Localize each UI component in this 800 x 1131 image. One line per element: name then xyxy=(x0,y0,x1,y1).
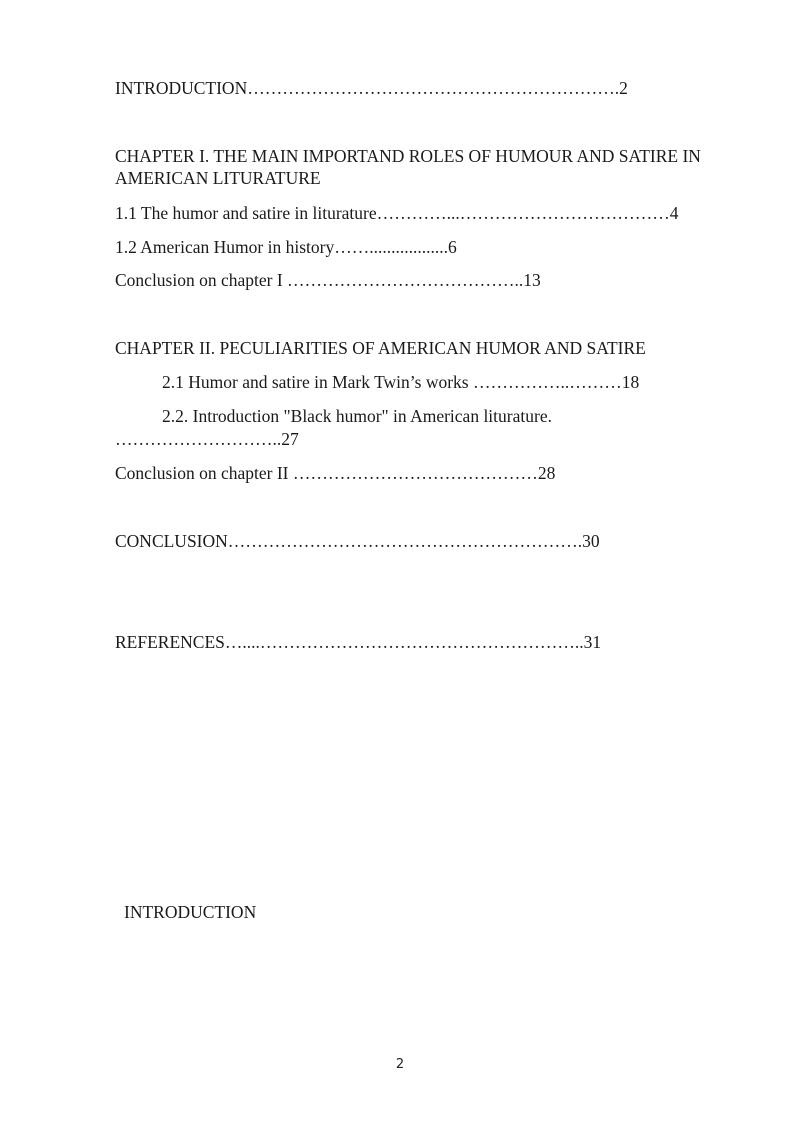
toc-chapter-1-title: CHAPTER I. THE MAIN IMPORTAND ROLES OF HUMOUR AND SATIRE IN AMERICAN LITURATURE xyxy=(115,146,701,188)
toc-conclusion-chapter-1: Conclusion on chapter I …………………………………..13 xyxy=(115,270,541,290)
toc-chapter-2-title: CHAPTER II. PECULIARITIES OF AMERICAN HUMOR AND SATIRE xyxy=(115,338,646,358)
toc-conclusion-chapter-2: Conclusion on chapter II ……………………………………28 xyxy=(115,463,556,483)
page-number: 2 xyxy=(395,1057,405,1072)
toc-item-2-1: 2.1 Humor and satire in Mark Twin’s works ……………..………18 xyxy=(162,372,640,392)
toc-references: REFERENCES…....………………………………………………..31 xyxy=(115,632,602,652)
section-heading-introduction: INTRODUCTION xyxy=(124,902,257,922)
toc-item-1-1: 1.1 The humor and satire in liturature…………...………………………………4 xyxy=(115,203,679,223)
toc-introduction: INTRODUCTION……………………………………………………….2 xyxy=(115,78,628,98)
toc-item-2-2-page: ………………………..27 xyxy=(115,429,299,449)
toc-item-2-2: 2.2. Introduction "Black humor" in American liturature. xyxy=(162,406,552,426)
toc-conclusion: CONCLUSION…………………………………………………….30 xyxy=(115,531,600,551)
toc-item-1-2: 1.2 American Humor in history……..................6 xyxy=(115,237,457,257)
